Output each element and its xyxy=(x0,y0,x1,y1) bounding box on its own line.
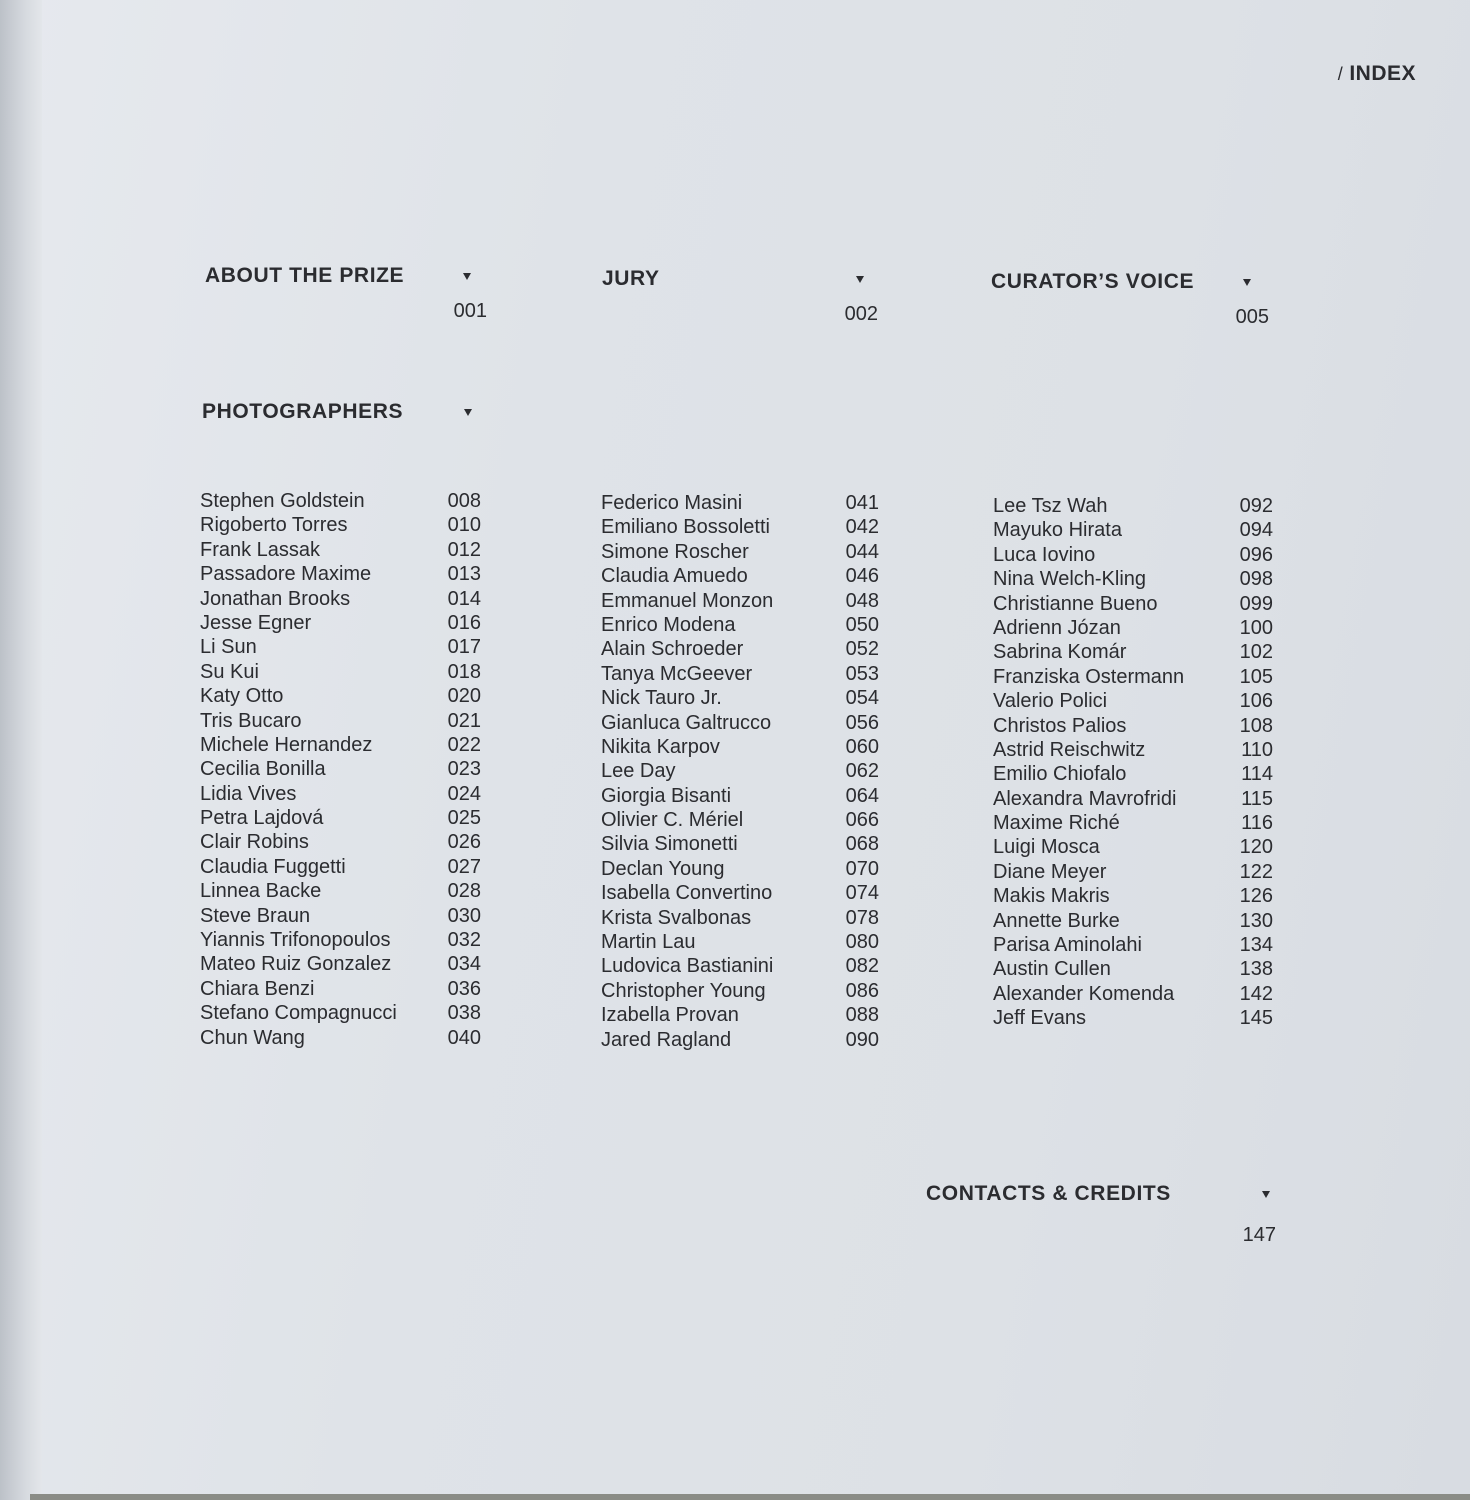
index-label-text: INDEX xyxy=(1349,62,1416,85)
page-number: 024 xyxy=(447,782,481,805)
index-entry[interactable] xyxy=(200,635,481,659)
page-number: 034 xyxy=(447,953,481,976)
page-number: 074 xyxy=(845,882,879,905)
photographer-name: Enrico Modena xyxy=(601,613,736,636)
page-number: 102 xyxy=(1239,641,1273,664)
photographer-name: Mateo Ruiz Gonzalez xyxy=(200,953,392,976)
section-title: CONTACTS & CREDITS xyxy=(926,1182,1171,1205)
page-number: 054 xyxy=(845,687,879,710)
page-number: 036 xyxy=(447,977,481,1000)
photographer-name: Jonathan Brooks xyxy=(200,587,351,610)
index-entry[interactable] xyxy=(993,665,1273,689)
index-entry[interactable] xyxy=(993,1006,1273,1030)
photographer-name: Petra Lajdová xyxy=(200,807,324,830)
page-number: 122 xyxy=(1239,860,1273,883)
photographer-name: Nina Welch-Kling xyxy=(993,568,1147,591)
index-entry[interactable] xyxy=(993,762,1273,786)
photographer-name: Valerio Polici xyxy=(993,690,1108,713)
section-photographers[interactable] xyxy=(202,400,474,424)
photographer-name: Rigoberto Torres xyxy=(200,514,348,537)
photographer-name: Jared Ragland xyxy=(601,1028,732,1051)
photographer-name: Astrid Reischwitz xyxy=(993,738,1146,761)
photographer-name: Ludovica Bastianini xyxy=(601,955,774,978)
photographer-name: Simone Roscher xyxy=(601,540,749,563)
photographer-name: Jesse Egner xyxy=(200,611,312,634)
page-number: 134 xyxy=(1239,934,1273,957)
photographer-name: Cecilia Bonilla xyxy=(200,758,326,781)
page-number: 008 xyxy=(447,490,481,512)
triangle-down-icon xyxy=(1262,1191,1270,1198)
page-number: 088 xyxy=(845,1004,879,1027)
page-number: 099 xyxy=(1239,592,1273,615)
page-number: 030 xyxy=(447,904,481,927)
photographer-name: Annette Burke xyxy=(993,909,1120,932)
index-entry[interactable] xyxy=(601,759,879,783)
index-entry[interactable] xyxy=(200,513,481,537)
page-number: 042 xyxy=(845,516,879,539)
index-entry[interactable] xyxy=(993,714,1273,738)
photographer-name: Tris Bucaro xyxy=(200,709,302,732)
index-entry[interactable] xyxy=(993,543,1273,567)
photographer-name: Lee Day xyxy=(601,760,676,783)
triangle-down-icon xyxy=(856,276,864,283)
page-number: 050 xyxy=(845,613,879,636)
index-entry[interactable] xyxy=(200,684,481,708)
index-entry[interactable] xyxy=(993,860,1273,884)
index-entry[interactable] xyxy=(200,709,481,733)
photographer-name: Luigi Mosca xyxy=(993,836,1100,859)
page-number: 062 xyxy=(845,760,879,783)
index-entry[interactable] xyxy=(601,832,879,856)
page-number: 060 xyxy=(845,735,879,758)
index-entry[interactable] xyxy=(200,830,481,854)
page-number: 090 xyxy=(845,1028,879,1051)
page-number: 120 xyxy=(1239,836,1273,859)
page-number: 142 xyxy=(1239,982,1273,1005)
page-number: 025 xyxy=(447,807,481,830)
page-number: 012 xyxy=(447,538,481,561)
photographer-name: Krista Svalbonas xyxy=(601,906,752,929)
photographer-name: Michele Hernandez xyxy=(200,733,373,756)
photographer-name: Gianluca Galtrucco xyxy=(601,711,772,734)
page-number: 040 xyxy=(447,1026,481,1049)
index-entry[interactable] xyxy=(601,613,879,637)
photographer-name: Su Kui xyxy=(200,660,259,683)
section-about-the-prize[interactable] xyxy=(205,264,487,323)
page-number: 108 xyxy=(1239,714,1273,737)
index-entry[interactable] xyxy=(993,957,1273,981)
page-number: 018 xyxy=(447,660,481,683)
photographer-name: Yiannis Trifonopoulos xyxy=(200,929,391,952)
page-number: 020 xyxy=(447,685,481,708)
page-number: 086 xyxy=(845,979,879,1002)
index-entry[interactable] xyxy=(200,562,481,586)
photographer-name: Li Sun xyxy=(200,636,257,659)
index-heading xyxy=(1338,62,1416,86)
photographer-name: Emiliano Bossoletti xyxy=(601,516,770,539)
page-number: 092 xyxy=(1239,495,1273,517)
index-slash: / xyxy=(1337,64,1344,84)
photographer-name: Mayuko Hirata xyxy=(993,519,1122,542)
page-number: 105 xyxy=(1239,665,1273,688)
photographer-name: Emmanuel Monzon xyxy=(601,589,774,612)
index-entry[interactable] xyxy=(993,811,1273,835)
index-entry[interactable] xyxy=(993,787,1273,811)
page-number: 052 xyxy=(845,638,879,661)
page-number: 070 xyxy=(845,857,879,880)
index-entry[interactable] xyxy=(200,587,481,611)
photographer-name: Isabella Convertino xyxy=(601,882,773,905)
photographer-name: Frank Lassak xyxy=(200,538,321,561)
photographers-column-1 xyxy=(200,489,481,1050)
photographer-name: Federico Masini xyxy=(601,492,743,514)
page-number: 080 xyxy=(845,931,879,954)
index-entry[interactable] xyxy=(993,640,1273,664)
photographer-name: Christos Palios xyxy=(993,714,1127,737)
index-entry[interactable] xyxy=(200,733,481,757)
page-number: 044 xyxy=(845,540,879,563)
triangle-down-icon xyxy=(1243,279,1251,286)
photographer-name: Olivier C. Mériel xyxy=(601,809,744,832)
index-entry[interactable] xyxy=(601,515,879,539)
index-entry[interactable] xyxy=(993,909,1273,933)
page-number: 056 xyxy=(845,711,879,734)
photographer-name: Christopher Young xyxy=(601,979,766,1002)
page-number: 028 xyxy=(447,880,481,903)
page-number: 116 xyxy=(1241,812,1273,835)
page-number: 053 xyxy=(845,662,879,685)
index-entry[interactable] xyxy=(200,928,481,952)
index-entry[interactable] xyxy=(601,808,879,832)
photographer-name: Nick Tauro Jr. xyxy=(601,687,722,710)
section-title: CURATOR’S VOICE xyxy=(991,270,1195,293)
index-entry[interactable] xyxy=(200,538,481,562)
index-entry[interactable] xyxy=(200,855,481,879)
index-entry[interactable] xyxy=(993,592,1273,616)
page-number: 016 xyxy=(447,611,481,634)
page-number: 096 xyxy=(1239,543,1273,566)
index-entry[interactable] xyxy=(993,494,1273,518)
photographer-name: Diane Meyer xyxy=(993,860,1107,883)
photographer-name: Austin Cullen xyxy=(993,958,1111,981)
page-number: 115 xyxy=(1241,787,1273,810)
section-title: PHOTOGRAPHERS xyxy=(202,400,404,423)
index-entry[interactable] xyxy=(200,806,481,830)
index-entry[interactable] xyxy=(200,782,481,806)
page-number: 066 xyxy=(845,809,879,832)
page-number: 038 xyxy=(447,1002,481,1025)
photographer-name: Lidia Vives xyxy=(200,782,297,805)
index-entry[interactable] xyxy=(601,906,879,930)
page-number: 068 xyxy=(845,833,879,856)
index-entry[interactable] xyxy=(601,784,879,808)
photographer-name: Giorgia Bisanti xyxy=(601,784,732,807)
photographer-name: Emilio Chiofalo xyxy=(993,763,1127,786)
section-jury[interactable] xyxy=(602,267,878,326)
section-curators-voice[interactable] xyxy=(991,270,1269,329)
photographer-name: Jeff Evans xyxy=(993,1007,1087,1030)
page-number: 064 xyxy=(845,784,879,807)
photographer-name: Makis Makris xyxy=(993,885,1110,908)
photographer-name: Parisa Aminolahi xyxy=(993,934,1142,957)
index-entry[interactable] xyxy=(993,738,1273,762)
page-number: 130 xyxy=(1239,909,1273,932)
photographers-column-3 xyxy=(993,494,1273,1031)
photographer-name: Franziska Ostermann xyxy=(993,665,1185,688)
index-entry[interactable] xyxy=(993,835,1273,859)
index-entry[interactable] xyxy=(200,757,481,781)
photographer-name: Tanya McGeever xyxy=(601,662,753,685)
index-entry[interactable] xyxy=(993,689,1273,713)
photographer-name: Alexander Komenda xyxy=(993,982,1175,1005)
index-entry[interactable] xyxy=(200,879,481,903)
photographer-name: Clair Robins xyxy=(200,831,309,854)
index-entry[interactable] xyxy=(601,491,879,515)
index-entry[interactable] xyxy=(993,933,1273,957)
index-entry[interactable] xyxy=(601,881,879,905)
section-page-number: 002 xyxy=(844,303,878,325)
photographer-name: Stephen Goldstein xyxy=(200,490,365,512)
page-number: 114 xyxy=(1241,763,1273,786)
page-number: 098 xyxy=(1239,568,1273,591)
page-number: 021 xyxy=(447,709,481,732)
page-number: 026 xyxy=(447,831,481,854)
page-number: 106 xyxy=(1239,690,1273,713)
page-number: 048 xyxy=(845,589,879,612)
photographer-name: Linnea Backe xyxy=(200,880,322,903)
photographer-name: Chiara Benzi xyxy=(200,977,315,1000)
index-entry[interactable] xyxy=(601,954,879,978)
page-bottom-edge xyxy=(30,1494,1470,1500)
page-number: 014 xyxy=(447,587,481,610)
page-number: 010 xyxy=(447,514,481,537)
photographer-name: Declan Young xyxy=(601,857,725,880)
index-entry[interactable] xyxy=(601,930,879,954)
photographer-name: Chun Wang xyxy=(200,1026,305,1049)
book-spine-shadow xyxy=(0,0,42,1500)
photographer-name: Maxime Riché xyxy=(993,812,1120,835)
index-entry[interactable] xyxy=(200,977,481,1001)
section-title: JURY xyxy=(602,267,660,290)
page-number: 013 xyxy=(447,563,481,586)
section-contacts-and-credits[interactable] xyxy=(926,1182,1276,1247)
photographer-name: Steve Braun xyxy=(200,904,311,927)
page-number: 032 xyxy=(447,929,481,952)
index-entry[interactable] xyxy=(200,660,481,684)
index-entry[interactable] xyxy=(601,686,879,710)
page-number: 046 xyxy=(845,565,879,588)
index-entry[interactable] xyxy=(601,564,879,588)
photographer-name: Alexandra Mavrofridi xyxy=(993,787,1177,810)
page-number: 094 xyxy=(1239,519,1273,542)
index-entry[interactable] xyxy=(200,489,481,513)
photographer-name: Claudia Amuedo xyxy=(601,565,748,588)
index-entry[interactable] xyxy=(601,540,879,564)
page-number: 027 xyxy=(447,855,481,878)
index-entry[interactable] xyxy=(200,904,481,928)
page-number: 110 xyxy=(1241,738,1273,761)
page-number: 126 xyxy=(1239,885,1273,908)
page-number: 082 xyxy=(845,955,879,978)
page-number: 100 xyxy=(1239,616,1273,639)
page-number: 078 xyxy=(845,906,879,929)
index-entry[interactable] xyxy=(993,518,1273,542)
section-page-number: 005 xyxy=(1235,306,1269,328)
photographer-name: Silvia Simonetti xyxy=(601,833,738,856)
section-page-number: 147 xyxy=(1242,1224,1276,1246)
index-entry[interactable] xyxy=(601,711,879,735)
photographers-column-2 xyxy=(601,491,879,1052)
index-entry[interactable] xyxy=(993,884,1273,908)
photographer-name: Claudia Fuggetti xyxy=(200,855,346,878)
photographer-name: Nikita Karpov xyxy=(601,735,720,758)
index-entry[interactable] xyxy=(200,611,481,635)
index-entry[interactable] xyxy=(601,857,879,881)
page-number: 023 xyxy=(447,758,481,781)
photographer-name: Alain Schroeder xyxy=(601,638,744,661)
index-entry[interactable] xyxy=(200,1001,481,1025)
index-entry[interactable] xyxy=(601,735,879,759)
photographer-name: Martin Lau xyxy=(601,931,696,954)
photographer-name: Sabrina Komár xyxy=(993,641,1127,664)
index-entry[interactable] xyxy=(601,1028,879,1052)
photographer-name: Adrienn Józan xyxy=(993,616,1121,639)
photographer-name: Lee Tsz Wah xyxy=(993,495,1108,517)
section-title: ABOUT THE PRIZE xyxy=(205,264,405,287)
page-number: 138 xyxy=(1239,958,1273,981)
page-number: 017 xyxy=(447,636,481,659)
index-entry[interactable] xyxy=(601,979,879,1003)
photographer-name: Izabella Provan xyxy=(601,1004,739,1027)
photographer-name: Luca Iovino xyxy=(993,543,1096,566)
index-entry[interactable] xyxy=(993,982,1273,1006)
index-entry[interactable] xyxy=(601,1003,879,1027)
photographer-name: Stefano Compagnucci xyxy=(200,1002,397,1025)
index-entry[interactable] xyxy=(993,616,1273,640)
page-number: 041 xyxy=(845,492,879,514)
index-entry[interactable] xyxy=(200,1026,481,1050)
page-number: 022 xyxy=(447,733,481,756)
photographer-name: Passadore Maxime xyxy=(200,563,372,586)
photographer-name: Christianne Bueno xyxy=(993,592,1158,615)
index-entry[interactable] xyxy=(601,589,879,613)
triangle-down-icon xyxy=(463,273,471,280)
index-entry[interactable] xyxy=(601,662,879,686)
index-entry[interactable] xyxy=(993,567,1273,591)
page-number: 145 xyxy=(1239,1007,1273,1030)
index-entry[interactable] xyxy=(200,952,481,976)
index-entry[interactable] xyxy=(601,637,879,661)
section-page-number: 001 xyxy=(453,300,487,322)
triangle-down-icon xyxy=(464,409,472,416)
photographer-name: Katy Otto xyxy=(200,685,284,708)
